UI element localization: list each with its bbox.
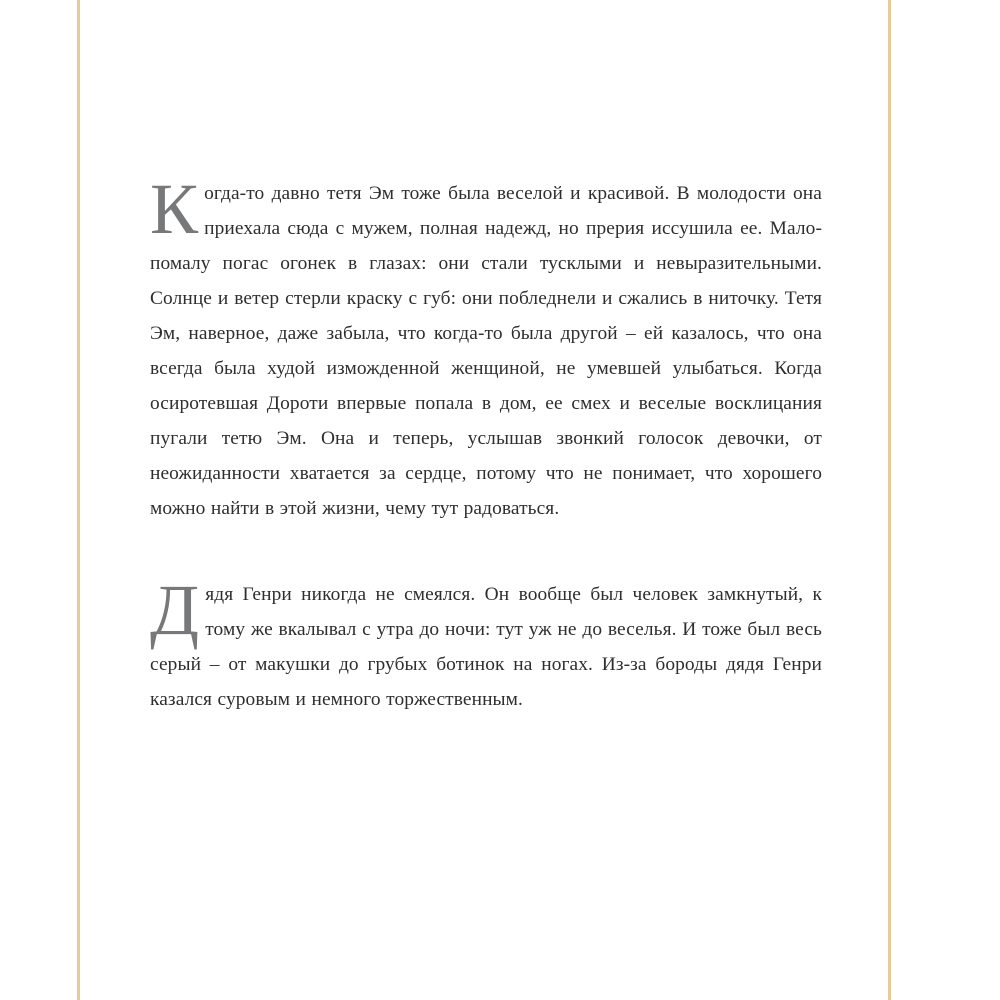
paragraph-1-text: огда-то давно тетя Эм тоже была веселой и красивой. В молодости она приехала сюда с мужем, полная надежд, но прерия иссушила ее. Мало-помалу погас огонек в глазах: они стали тусклыми и невыразительными. Солнце и ветер стерли краску с губ: они побледнели и сжались в ниточку. Тетя Эм, наверное, даже забыла, что когда-то была другой – ей казалось, что она всегда была худой изможденной женщиной, не умевшей улыбаться. Когда осиротевшая Дороти впервые попала в дом, ее смех и веселые восклицания пугали тетю Эм. Она и теперь, услышав звонкий голосок девочки, от неожиданности хватается за сердце, потому что не понимает, что хорошего можно найти в этой жизни, чему тут радоваться. <box>150 183 822 519</box>
paragraph-1 <box>150 169 822 526</box>
right-margin-rule <box>888 0 891 1000</box>
dropcap-letter-1: К <box>150 169 199 249</box>
dropcap-letter-2: Д <box>150 570 200 650</box>
paragraph-2 <box>150 570 822 717</box>
paragraph-2-text: ядя Генри никогда не смеялся. Он вообще был человек замкнутый, к тому же вкалывал с утра до ночи: тут уж не до веселья. И тоже был весь серый – от макушки до грубых ботинок на ногах. Из-за бороды дядя Генри казался суровым и немного торжественным. <box>150 584 822 710</box>
left-margin-rule <box>77 0 80 1000</box>
text-column <box>150 169 822 717</box>
